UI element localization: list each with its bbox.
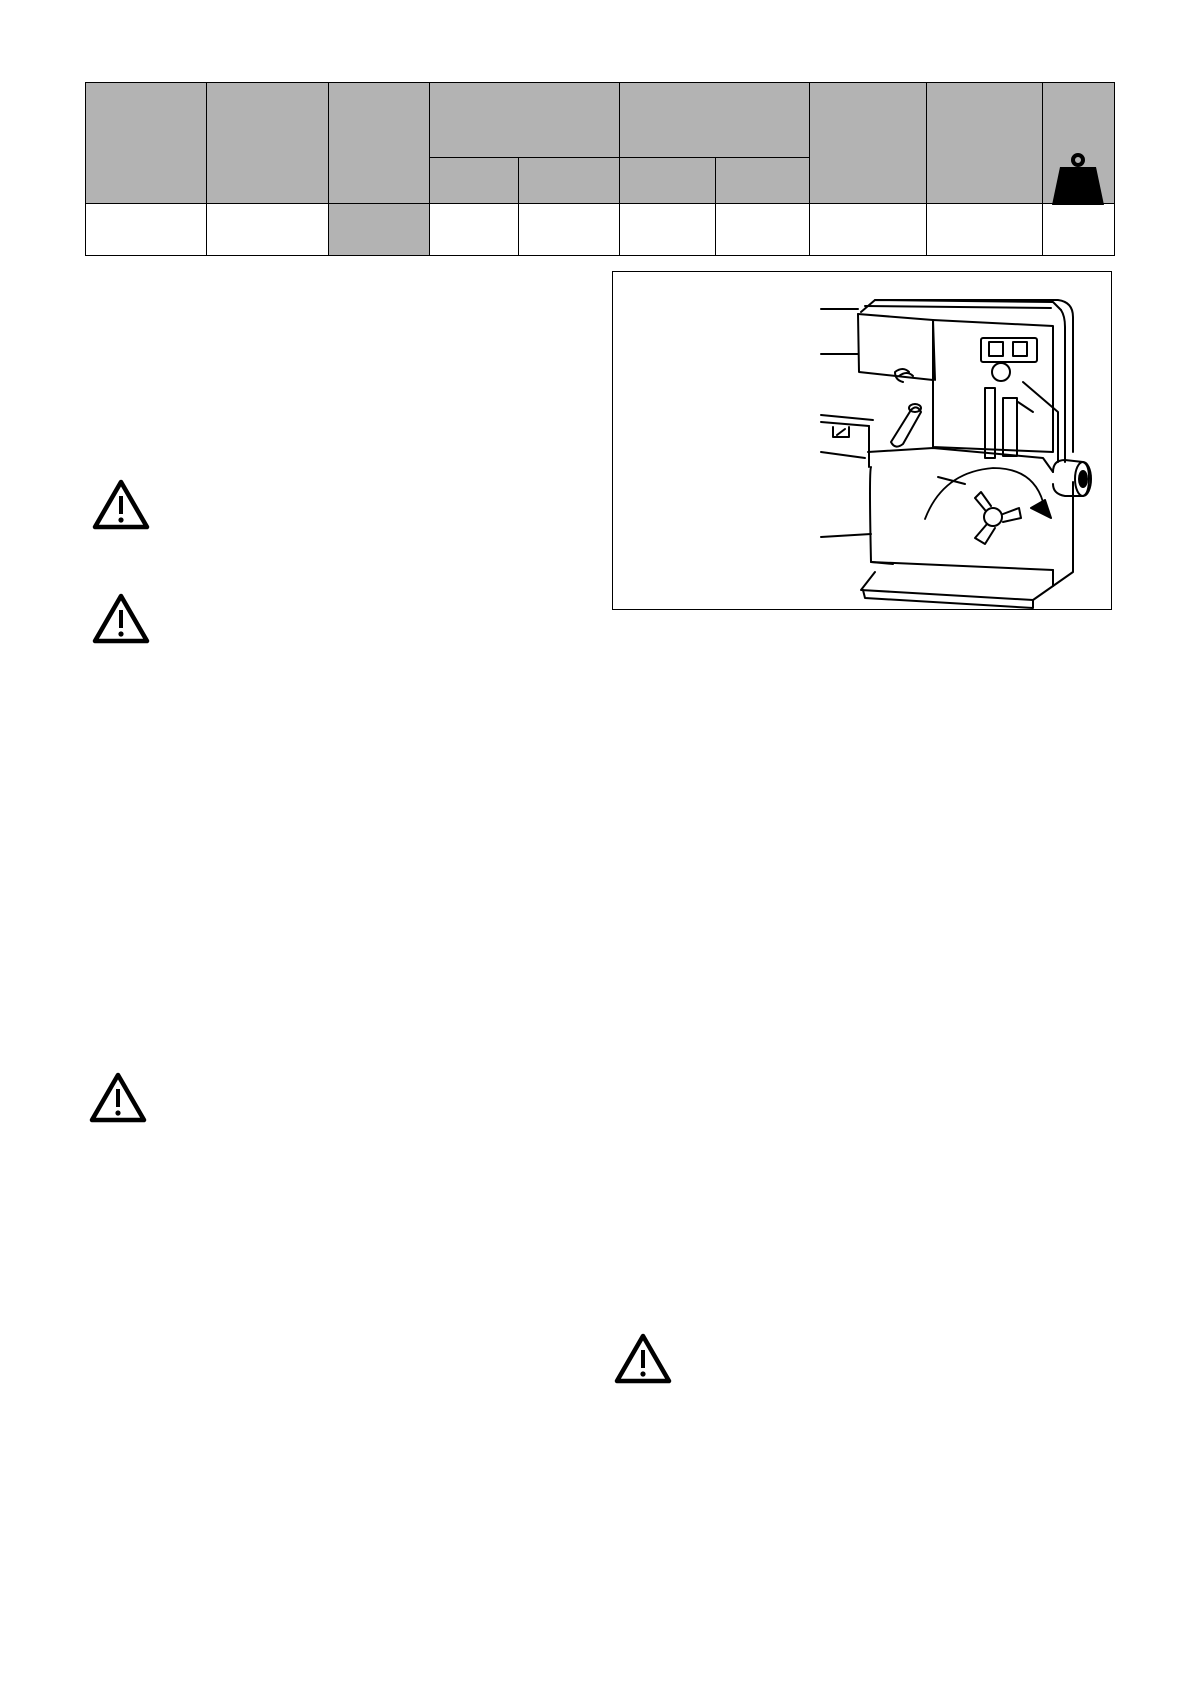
header-sub-2 xyxy=(519,158,620,204)
header-col-1 xyxy=(86,83,207,204)
header-sub-1 xyxy=(430,158,519,204)
warning-triangle-icon xyxy=(89,1071,147,1123)
data-cell-8 xyxy=(810,204,927,256)
header-col-3 xyxy=(329,83,430,204)
data-cell-7 xyxy=(716,204,810,256)
header-sub-3 xyxy=(620,158,716,204)
data-cell-2 xyxy=(207,204,329,256)
data-cell-4 xyxy=(430,204,519,256)
warning-triangle-icon xyxy=(92,592,150,644)
machine-illustration xyxy=(613,272,1113,611)
figure-frame xyxy=(612,271,1112,610)
header-col-9 xyxy=(927,83,1043,204)
callout-line-5 xyxy=(821,534,871,537)
data-cell-9 xyxy=(927,204,1043,256)
data-cell-1 xyxy=(86,204,207,256)
spec-table xyxy=(85,82,1115,256)
data-cell-5 xyxy=(519,204,620,256)
header-group-1 xyxy=(430,83,620,158)
header-group-2 xyxy=(620,83,810,158)
data-cell-10 xyxy=(1043,204,1115,256)
data-cell-3 xyxy=(329,204,430,256)
data-cell-6 xyxy=(620,204,716,256)
header-weight xyxy=(1043,83,1115,204)
warning-triangle-icon xyxy=(614,1332,672,1384)
header-col-2 xyxy=(207,83,329,204)
warning-triangle-icon xyxy=(92,478,150,530)
callout-line-3 xyxy=(821,415,873,420)
weight-icon xyxy=(1050,151,1106,207)
header-sub-4 xyxy=(716,158,810,204)
header-col-8 xyxy=(810,83,927,204)
callout-line-4 xyxy=(821,452,865,458)
